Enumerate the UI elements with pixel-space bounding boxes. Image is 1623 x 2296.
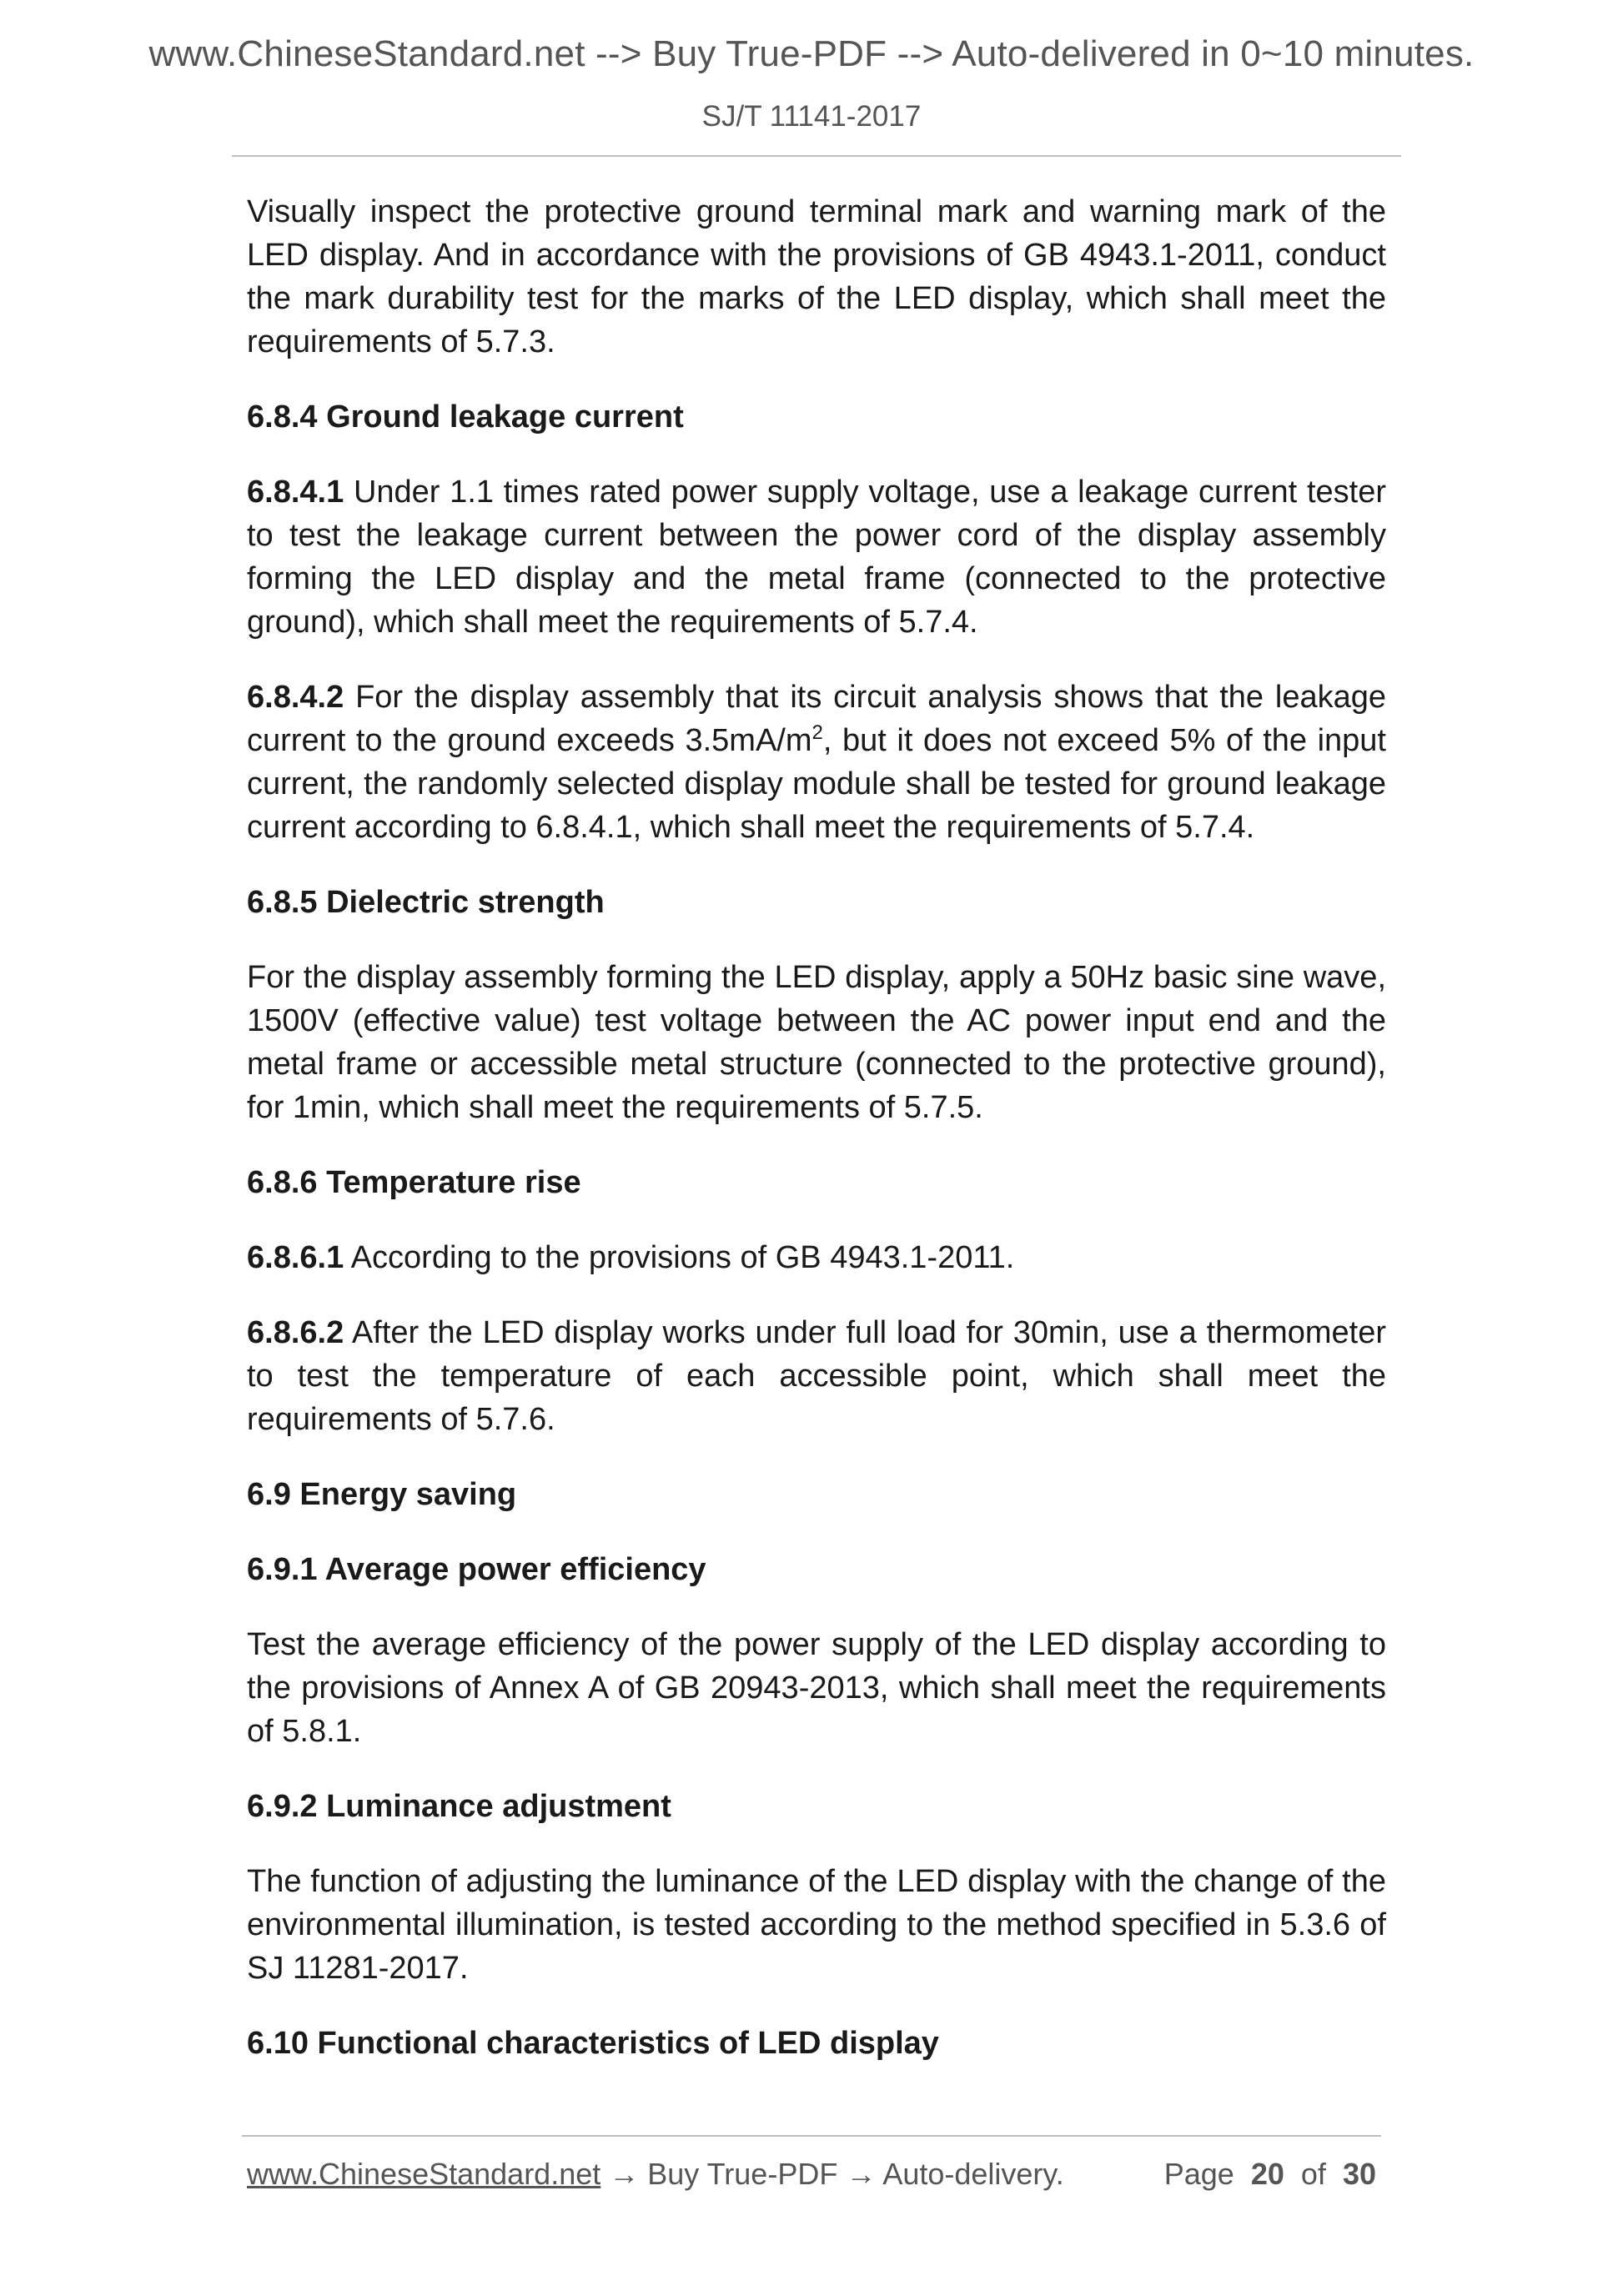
heading-6-8-4: 6.8.4 Ground leakage current xyxy=(247,399,684,435)
heading-6-8-5: 6.8.5 Dielectric strength xyxy=(247,885,605,920)
standard-id: SJ/T 11141-2017 xyxy=(701,100,922,133)
clause-6-8-6-1 xyxy=(247,1236,1386,1279)
footer-promo xyxy=(247,2157,1064,2192)
superscript: 2 xyxy=(812,721,823,744)
heading-6-8-6: 6.8.6 Temperature rise xyxy=(247,1165,581,1200)
clause-text: According to the provisions of GB 4943.1-2011. xyxy=(344,1240,1015,1275)
clause-6-8-6-2 xyxy=(247,1311,1386,1441)
power-efficiency-paragraph: Test the average efficiency of the power supply of the LED display according to the provisions of Annex A of GB 20943-2013, which shall meet the requirements of 5.8.1. xyxy=(247,1627,1386,1749)
footer-divider xyxy=(242,2135,1381,2137)
clause-number: 6.8.6.2 xyxy=(247,1315,344,1350)
footer-promo-text: → Buy True-PDF → Auto-delivery. xyxy=(600,2157,1064,2191)
page-of: of xyxy=(1300,2157,1326,2191)
clause-number: 6.8.4.2 xyxy=(247,680,344,715)
clause-text: , but it does not exceed 5% of the input current, the randomly selected display module shall be tested for ground leakage current according to 6.8.4.1, which shall meet the requirements of 5.7.4. xyxy=(247,723,1386,845)
luminance-paragraph: The function of adjusting the luminance of the LED display with the change of the environmental illumination, is tested according to the method specified in 5.3.6 of SJ 11281-2017. xyxy=(247,1864,1386,1986)
clause-number: 6.8.6.1 xyxy=(247,1240,344,1275)
footer-link[interactable]: www.ChineseStandard.net xyxy=(247,2157,601,2191)
clause-6-8-4-2 xyxy=(247,676,1386,849)
header-divider xyxy=(232,155,1401,157)
clause-text: After the LED display works under full load for 30min, use a thermometer to test the temperature of each accessible point, which shall meet the requirements of 5.7.6. xyxy=(247,1315,1386,1437)
document-body xyxy=(247,190,1386,2097)
intro-paragraph: Visually inspect the protective ground terminal mark and warning mark of the LED display. And in accordance with the provisions of GB 4943.1-2011, conduct the mark durability test for the marks of the LED display, which shall meet the requirements of 5.7.3. xyxy=(247,194,1386,359)
page-indicator xyxy=(1164,2157,1376,2192)
page-label: Page xyxy=(1163,2157,1234,2191)
clause-number: 6.8.4.1 xyxy=(247,475,344,510)
heading-6-9: 6.9 Energy saving xyxy=(247,1477,517,1512)
clause-text: For the display assembly that its circuit analysis shows that the leakage current to the ground exceeds 3.5mA/m xyxy=(247,680,1386,758)
page-total: 30 xyxy=(1342,2157,1376,2191)
page-current: 20 xyxy=(1250,2157,1284,2191)
clause-text: Under 1.1 times rated power supply voltage, use a leakage current tester to test the leakage current between the power cord of the display assembly forming the LED display and the metal frame (connected to the protective ground), which shall meet the requirements of 5.7.4. xyxy=(247,475,1386,640)
dielectric-paragraph: For the display assembly forming the LED display, apply a 50Hz basic sine wave, 1500V (effective value) test voltage between the AC power input end and the metal frame or accessible metal structure (connected to the protective ground), for 1min, which shall meet the requirements of 5.7.5. xyxy=(247,960,1386,1125)
heading-6-9-2: 6.9.2 Luminance adjustment xyxy=(247,1789,671,1824)
clause-6-8-4-1 xyxy=(247,470,1386,644)
heading-6-10: 6.10 Functional characteristics of LED display xyxy=(247,2026,939,2061)
heading-6-9-1: 6.9.1 Average power efficiency xyxy=(247,1552,706,1587)
header-banner: www.ChineseStandard.net --> Buy True-PDF --> Auto-delivered in 0~10 minutes. xyxy=(148,33,1475,74)
